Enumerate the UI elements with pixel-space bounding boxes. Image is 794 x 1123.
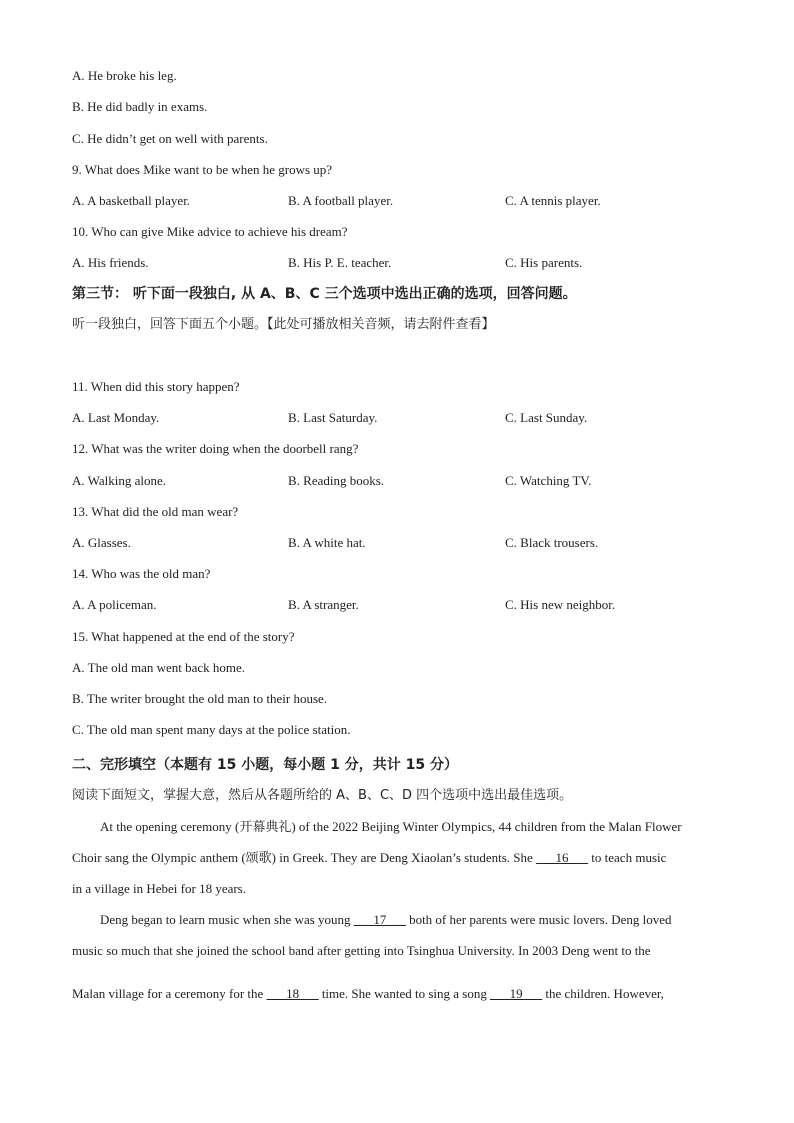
q8-option-c: C. He didn’t get on well with parents. xyxy=(72,131,268,146)
passage-text: Malan village for a ceremony for the xyxy=(72,986,267,1001)
q10-question: 10. Who can give Mike advice to achieve his dream? xyxy=(72,224,348,239)
part2-heading: 二、完形填空（本题有 15 小题，每小题 1 分，共计 15 分） xyxy=(72,757,458,773)
q12-option-a: A. Walking alone. xyxy=(72,473,167,488)
passage-text: the children. However, xyxy=(542,986,664,1001)
q14-option-a: A. A policeman. xyxy=(72,597,157,612)
passage-line-2 xyxy=(72,849,722,867)
blank-19: ___19___ xyxy=(490,986,543,1001)
passage-text: to teach music xyxy=(588,850,667,865)
q10-option-b: B. His P. E. teacher. xyxy=(288,255,392,270)
q9-option-a: A. A basketball player. xyxy=(72,193,191,208)
q11-question: 11. When did this story happen? xyxy=(72,379,240,394)
q8-option-a: A. He broke his leg. xyxy=(72,68,177,83)
passage-line-4 xyxy=(72,911,722,929)
q15-question: 15. What happened at the end of the story? xyxy=(72,629,295,644)
q9-option-c: C. A tennis player. xyxy=(505,193,601,208)
q8-option-b: B. He did badly in exams. xyxy=(72,99,208,114)
q9-question: 9. What does Mike want to be when he grows up? xyxy=(72,162,333,177)
passage-text: Choir sang the Olympic anthem (颂歌) in Greek. They are Deng Xiaolan’s students. She xyxy=(72,850,537,865)
q13-option-c: C. Black trousers. xyxy=(505,535,599,550)
passage-text: Deng began to learn music when she was young xyxy=(100,912,354,927)
q10-option-a: A. His friends. xyxy=(72,255,149,270)
part2-instruction: 阅读下面短文，掌握大意，然后从各题所给的 A、B、C、D 四个选项中选出最佳选项。 xyxy=(72,788,573,803)
q12-option-b: B. Reading books. xyxy=(288,473,385,488)
q15-option-c: C. The old man spent many days at the police station. xyxy=(72,722,351,737)
q15-option-b: B. The writer brought the old man to their house. xyxy=(72,691,328,706)
blank-17: ___17___ xyxy=(353,912,406,927)
passage-text: time. She wanted to sing a song xyxy=(318,986,491,1001)
q15-option-a: A. The old man went back home. xyxy=(72,660,246,675)
q11-option-c: C. Last Sunday. xyxy=(505,410,588,425)
passage-text: both of her parents were music lovers. Deng loved xyxy=(405,912,672,927)
passage-line-5: music so much that she joined the school band after getting into Tsinghua University. In 2003 Deng went to the xyxy=(72,943,651,958)
passage-line-1: At the opening ceremony (开幕典礼) of the 2022 Beijing Winter Olympics, 44 children from the Malan Flower xyxy=(100,819,682,834)
q10-option-c: C. His parents. xyxy=(505,255,583,270)
passage-line-3: in a village in Hebei for 18 years. xyxy=(72,881,246,896)
section3-heading: 第三节： 听下面一段独白, 从 A、B、C 三个选项中选出正确的选项，回答问题。 xyxy=(72,286,577,302)
q11-option-b: B. Last Saturday. xyxy=(288,410,378,425)
section3-note: 听一段独白，回答下面五个小题。【此处可播放相关音频，请去附件查看】 xyxy=(72,317,495,332)
q12-question: 12. What was the writer doing when the doorbell rang? xyxy=(72,441,359,456)
q13-question: 13. What did the old man wear? xyxy=(72,504,239,519)
q14-option-b: B. A stranger. xyxy=(288,597,359,612)
q9-option-b: B. A football player. xyxy=(288,193,394,208)
q13-option-b: B. A white hat. xyxy=(288,535,366,550)
q14-question: 14. Who was the old man? xyxy=(72,566,211,581)
passage-line-6 xyxy=(72,985,722,1003)
blank-16: ___16___ xyxy=(536,850,589,865)
q14-option-c: C. His new neighbor. xyxy=(505,597,616,612)
q12-option-c: C. Watching TV. xyxy=(505,473,592,488)
q11-option-a: A. Last Monday. xyxy=(72,410,160,425)
blank-18: ___18___ xyxy=(266,986,319,1001)
q13-option-a: A. Glasses. xyxy=(72,535,131,550)
